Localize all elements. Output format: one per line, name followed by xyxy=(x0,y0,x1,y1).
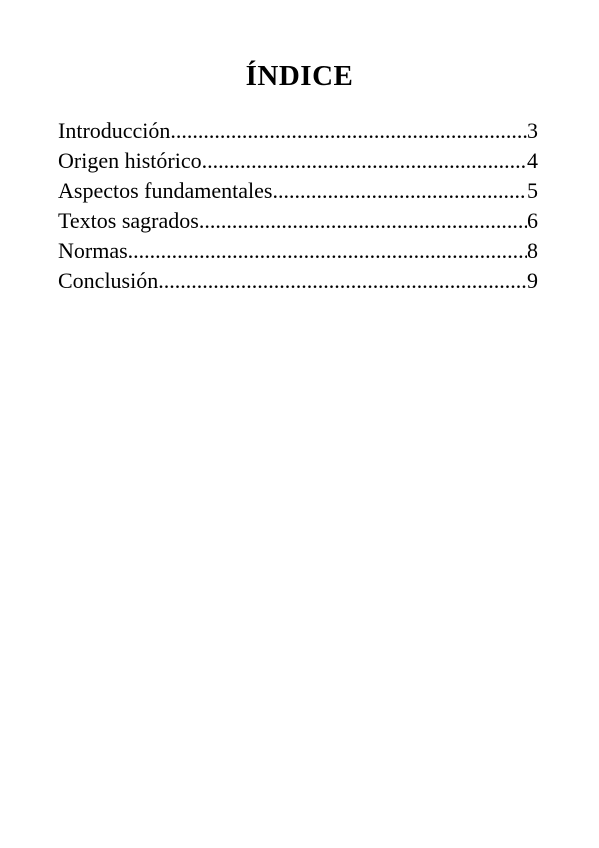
toc-entry-conclusion xyxy=(58,266,538,296)
toc-dot-leader xyxy=(272,176,527,206)
toc-entry-page-number: 3 xyxy=(527,118,538,143)
toc-entry-textos-sagrados xyxy=(58,206,538,236)
toc-entry-introduccion xyxy=(58,116,538,146)
toc-dot-leader xyxy=(170,116,527,146)
toc-entry-origen-historico xyxy=(58,146,538,176)
toc-entry-page-number: 9 xyxy=(527,268,538,293)
table-of-contents xyxy=(58,116,538,296)
toc-entry-label: Introducción xyxy=(58,118,171,143)
toc-entry-label: Textos sagrados xyxy=(58,208,199,233)
toc-dot-leader xyxy=(158,266,527,296)
toc-entry-label: Conclusión xyxy=(58,268,159,293)
toc-dot-leader xyxy=(128,236,527,266)
toc-dot-leader xyxy=(199,206,527,236)
toc-entry-page-number: 5 xyxy=(527,178,538,203)
toc-entry-page-number: 8 xyxy=(527,238,538,263)
toc-entry-label: Origen histórico xyxy=(58,148,202,173)
toc-dot-leader xyxy=(202,146,527,176)
toc-entry-page-number: 6 xyxy=(527,208,538,233)
toc-entry-label: Normas xyxy=(58,238,128,263)
toc-entry-aspectos-fundamentales xyxy=(58,176,538,206)
page-title: ÍNDICE xyxy=(245,60,354,92)
toc-entry-page-number: 4 xyxy=(527,148,538,173)
toc-entry-label: Aspectos fundamentales xyxy=(58,178,273,203)
toc-entry-normas xyxy=(58,236,538,266)
